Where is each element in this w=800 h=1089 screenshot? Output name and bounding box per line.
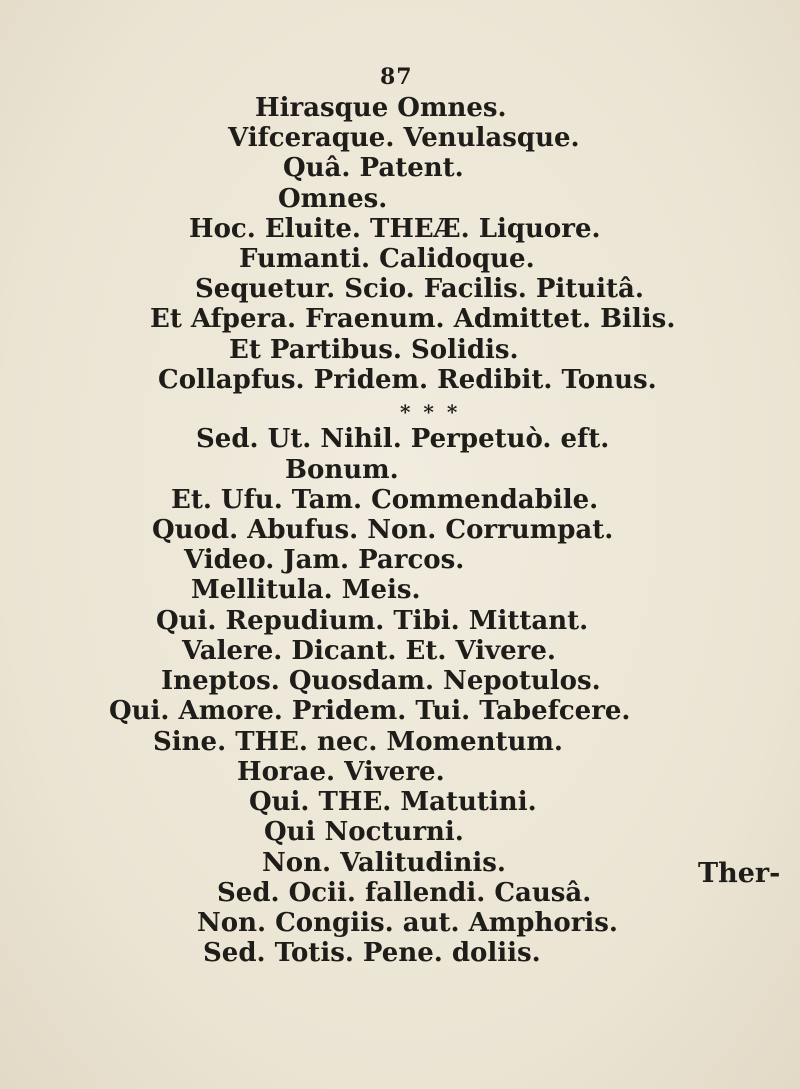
text-line: Hoc. Eluite. THEÆ. Liquore. bbox=[189, 214, 601, 244]
ornament: * * * bbox=[400, 400, 461, 424]
text-line: Sed. Ocii. fallendi. Causâ. bbox=[217, 878, 592, 908]
text-line: Qui. THE. Matutini. bbox=[249, 787, 537, 817]
text-line: Et Afpera. Fraenum. Admittet. Bilis. bbox=[150, 304, 676, 334]
text-line: Bonum. bbox=[285, 455, 399, 485]
text-line: Qui Nocturni. bbox=[264, 817, 464, 847]
text-line: Sequetur. Scio. Facilis. Pituitâ. bbox=[195, 274, 644, 304]
text-line: Qui. Amore. Pridem. Tui. Tabefcere. bbox=[109, 696, 631, 726]
text-line: Qui. Repudium. Tibi. Mittant. bbox=[156, 606, 589, 636]
text-line: Quod. Abufus. Non. Corrumpat. bbox=[152, 515, 614, 545]
text-line: Ineptos. Quosdam. Nepotulos. bbox=[161, 666, 601, 696]
text-line: Video. Jam. Parcos. bbox=[184, 545, 465, 575]
catchword: Ther- bbox=[698, 858, 781, 889]
text-line: Sine. THE. nec. Momentum. bbox=[153, 727, 563, 757]
text-line: Mellitula. Meis. bbox=[191, 575, 421, 605]
text-line: Fumanti. Calidoque. bbox=[239, 244, 535, 274]
text-line: Hirasque Omnes. bbox=[255, 93, 507, 123]
text-line: Quâ. Patent. bbox=[283, 153, 464, 183]
text-line: Sed. Totis. Pene. doliis. bbox=[203, 938, 541, 968]
text-line: Sed. Ut. Nihil. Perpetuò. eft. bbox=[196, 424, 610, 454]
text-line: Et. Ufu. Tam. Commendabile. bbox=[171, 485, 599, 515]
text-line: Collapfus. Pridem. Redibit. Tonus. bbox=[158, 365, 657, 395]
text-line: Et Partibus. Solidis. bbox=[229, 335, 519, 365]
text-line: Valere. Dicant. Et. Vivere. bbox=[182, 636, 556, 666]
text-line: Vifceraque. Venulasque. bbox=[228, 123, 580, 153]
text-line: Non. Congiis. aut. Amphoris. bbox=[197, 908, 618, 938]
text-line: Non. Valitudinis. bbox=[262, 848, 506, 878]
text-line: Horae. Vivere. bbox=[237, 757, 445, 787]
text-line: Omnes. bbox=[278, 184, 388, 214]
page-number: 87 bbox=[380, 64, 413, 90]
